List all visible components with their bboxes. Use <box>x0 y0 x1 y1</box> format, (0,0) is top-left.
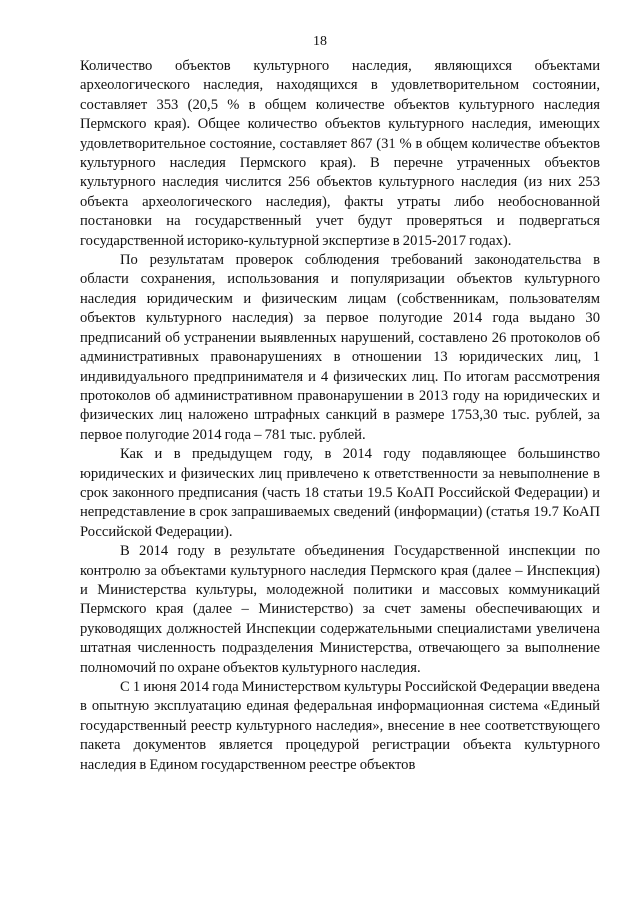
paragraph-4: В 2014 году в результате объединения Государственной инспекции по контролю за объектами культурного наследия Пермского края (далее – Инспекция) и Министерства культуры, молодежной политики и массовых коммуникаций Пермского края (далее – Министерство) за счет замены обеспечивающих и руководящих должностей Инспекции содержательными специалистами увеличена штатная численность подразделения Министерства, отвечающего за выполнение полномочий по охране объектов культурного наследия. <box>80 543 600 676</box>
paragraph-5: С 1 июня 2014 года Министерством культуры Российской Федерации введена в опытную эксплуатацию единая федеральная информационная система «Единый государственный реестр культурного наследия», внесение в нее соответствующего пакета документов является процедурой регистрации объекта культурного наследия в Едином государственном реестре объектов <box>80 679 600 773</box>
paragraph-3: Как и в предыдущем году, в 2014 году подавляющее большинство юридических и физических лиц привлечено к ответственности за невыполнение в срок законного предписания (часть 18 статьи 19.5 КоАП Российской Федерации) и непредставление в срок запрашиваемых сведений (информации) (статья 19.7 КоАП Российской Федерации). <box>80 446 600 540</box>
body-text <box>80 57 600 775</box>
paragraph-2: По результатам проверок соблюдения требований законодательства в области сохранения, использования и популяризации объектов культурного наследия юридическим и физическим лицам (собственникам, пользователям объектов культурного наследия) за первое полугодие 2014 года выдано 30 предписаний об устранении выявленных нарушений, составлено 26 протоколов об административных правонарушениях в отношении 13 юридических лиц, 1 индивидуального предпринимателя и 4 физических лиц. По итогам рассмотрения протоколов об административном правонарушении в 2013 году на юридических и физических лиц наложено штрафных санкций в размере 1753,30 тыс. рублей, за первое полугодие 2014 года – 781 тыс. рублей. <box>80 252 600 443</box>
paragraph-1: Количество объектов культурного наследия, являющихся объектами археологического наследия, находящихся в удовлетворительном состоянии, составляет 353 (20,5 % в общем количестве объектов культурного наследия Пермского края). Общее количество объектов культурного наследия, имеющих удовлетворительное состояние, составляет 867 (31 % в общем количестве объектов культурного наследия Пермского края). В перечне утраченных объектов культурного наследия числится 256 объектов культурного наследия (из них 253 объекта археологического наследия), факты утраты либо необоснованной постановки на государственный учет будут проверяться и подвергаться государственной историко-культурной экспертизе в 2015-2017 годах). <box>80 58 600 249</box>
page-number: 18 <box>313 34 327 49</box>
